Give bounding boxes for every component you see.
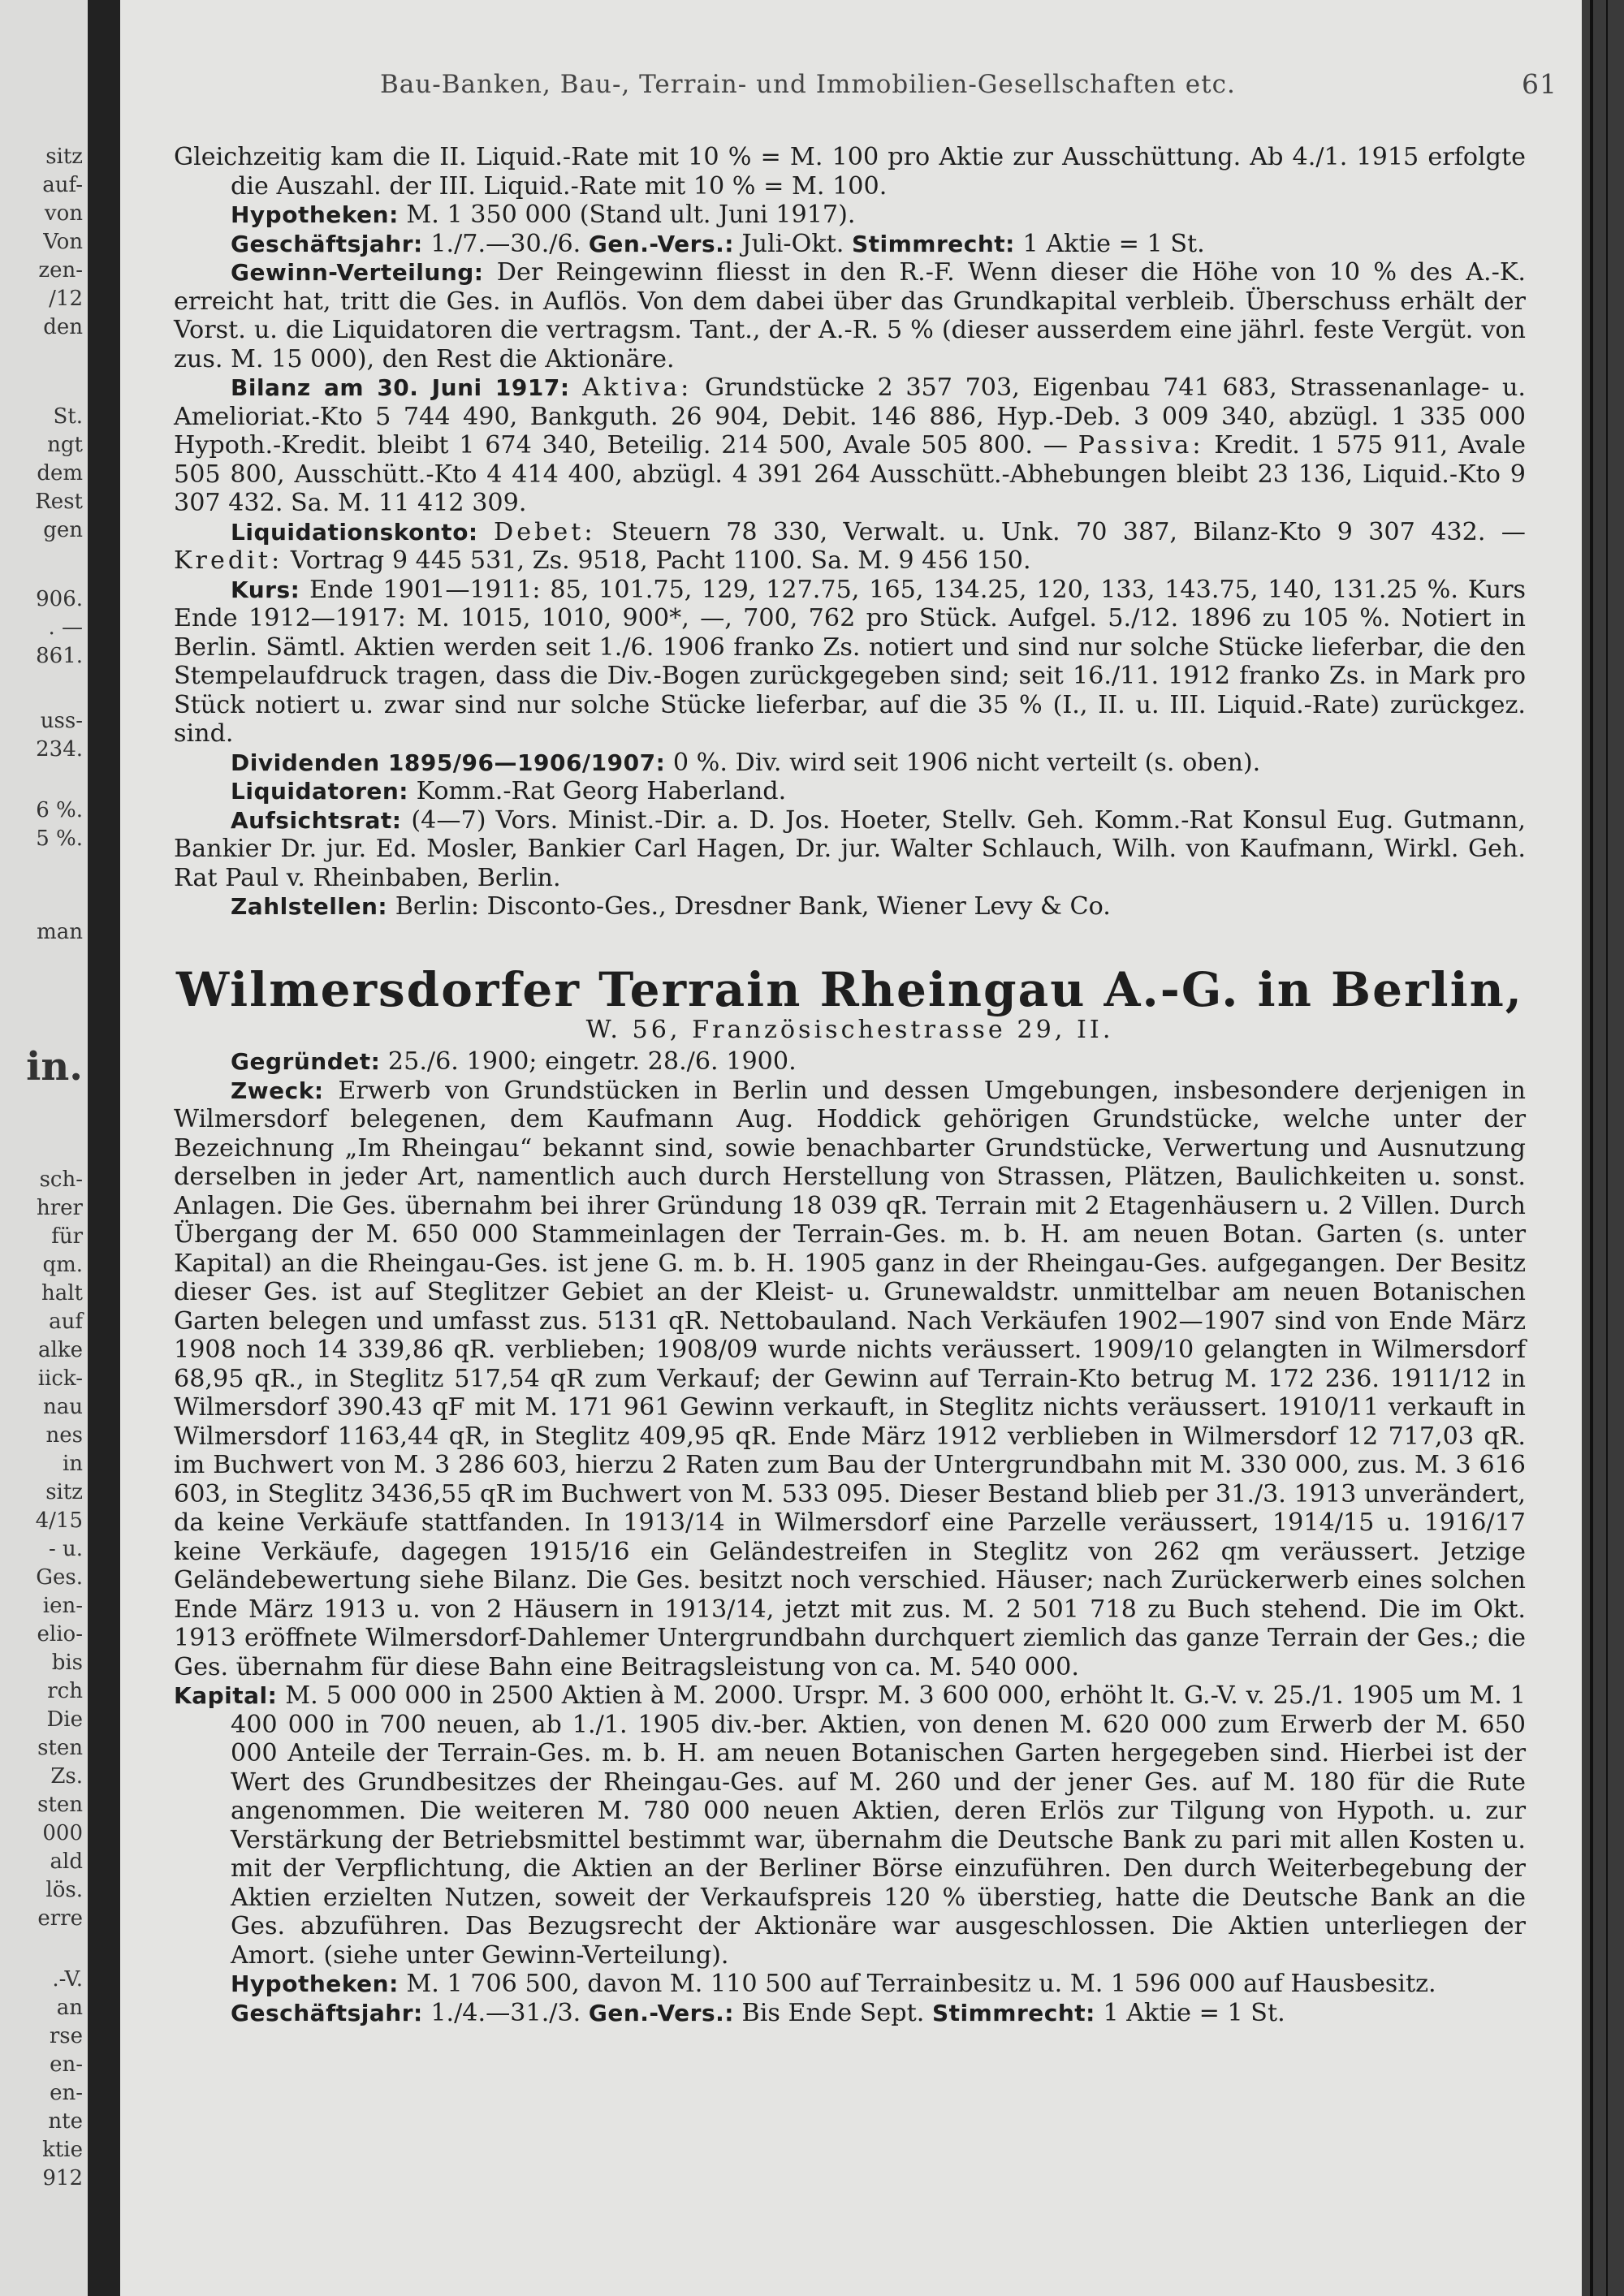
previous-page-fragment: in. <box>26 1044 83 1090</box>
previous-page-fragment: 234. <box>36 737 83 762</box>
previous-page-fragment: Zs. <box>50 1764 83 1789</box>
previous-page-fragment: alke <box>38 1338 83 1362</box>
previous-page-fragment: bis <box>51 1651 83 1675</box>
mortgages-label: Hypotheken: <box>231 201 399 228</box>
previous-page-fragment: man <box>37 920 83 944</box>
page-body <box>174 143 1526 2027</box>
profit-distribution-text: Der Reingewinn fliesst in den R.-F. Wenn dieser die Höhe von 10 % des A.-K. erreicht hat, tritt die Ges. in Auflös. Von dem dabei über das Grundkapital verbleib. Überschuss erhält der Vorst. u. die Liquidatoren die vertragsm. Tant., der A.-R. 5 % (dieser ausserdem eine jährl. feste Vergüt. von zus. M. 15 000), den Rest die Aktionäre. <box>174 258 1526 373</box>
previous-page-fragment: dem <box>37 461 83 486</box>
founded-label: Gegründet: <box>231 1048 381 1075</box>
voting-right-label-2: Stimmrecht: <box>931 1999 1095 2026</box>
previous-page-fragment: en- <box>50 2052 83 2077</box>
mortgages-entry <box>174 201 1526 230</box>
fiscal-year-text: 1./7.—30./6. <box>422 229 589 258</box>
voting-right-text-2: 1 Aktie = 1 St. <box>1095 1998 1285 2027</box>
edge-line <box>1590 0 1593 2296</box>
general-meeting-label-2: Gen.-Vers.: <box>588 1999 734 2026</box>
previous-page-fragment: - u. <box>48 1537 83 1561</box>
general-meeting-text: Juli-Okt. <box>733 229 852 258</box>
previous-page-fragment: elio- <box>37 1622 83 1646</box>
founded-text: 25./6. 1900; eingetr. 28./6. 1900. <box>380 1047 797 1076</box>
previous-page-fragment: ien- <box>42 1594 83 1618</box>
paying-agents-label: Zahlstellen: <box>231 893 388 920</box>
profit-distribution-label: Gewinn-Verteilung: <box>231 259 484 286</box>
previous-page-fragment: an <box>56 1996 83 2020</box>
liquidators-text: Komm.-Rat Georg Haberland. <box>408 777 787 805</box>
previous-page-fragment: gen <box>43 518 83 542</box>
mortgages-text-2: M. 1 706 500, davon M. 110 500 auf Terrainbesitz u. M. 1 596 000 auf Hausbesitz. <box>398 1970 1436 1998</box>
founded-entry <box>174 1047 1526 1077</box>
purpose-entry <box>174 1077 1526 1682</box>
fiscal-year-text-2: 1./4.—31./3. <box>422 1998 589 2027</box>
page <box>120 0 1582 2296</box>
fiscal-year-entry <box>174 230 1526 259</box>
balance-sheet-label: Bilanz am 30. Juni 1917: <box>231 374 570 401</box>
mortgages-entry-2 <box>174 1970 1526 1999</box>
liquidation-account-label: Liquidationskonto: <box>231 518 478 546</box>
company-address: W. 56, Französischestrasse 29, II. <box>585 1015 1114 1044</box>
previous-page-fragment: nes <box>45 1423 83 1448</box>
previous-page-fragment: ngt <box>47 433 83 457</box>
purpose-text: Erwerb von Grundstücken in Berlin und dessen Umgebungen, insbesondere derjenigen in Wilmersdorf belegenen, dem Kaufmann Aug. Hoddick gehörigen Grundstücke, welche unter der Bezeichnung „Im Rheingau“ bekannt sind, sowie benachbarter Grundstücke, Verwertung und Ausnutzung derselben in jeder Art, namentlich auch durch Herstellung von Strassen, Plätzen, Baulichkeiten u. sonst. Anlagen. Die Ges. übernahm bei ihrer Gründung 18 039 qR. Terrain mit 2 Etagenhäusern u. 2 Villen. Durch Übergang der M. 650 000 Stammeinlagen der Terrain-Ges. m. b. H. am neuen Botan. Garten (s. unter Kapital) an die Rheingau-Ges. ist jene G. m. b. H. 1905 ganz in der Rheingau-Ges. aufgegangen. Der Besitz dieser Ges. ist auf Steglitzer Gebiet an der Kleist- u. Grunewaldstr. unmittelbar am neuen Botanischen Garten belegen und umfasst zus. 5131 qR. Nettobauland. Nach Verkäufen 1902—1907 sind von Ende März 1908 noch 14 339,86 qR. verblieben; 1908/09 wurde nichts veräussert. 1909/10 gelangten in Wilmersdorf 68,95 qR., in Steglitz 517,54 qR zum Verkauf; der Gewinn auf Terrain-Kto betrug M. 172 236. 1911/12 in Wilmersdorf 390.43 qF mit M. 171 961 Gewinn verkauft, in Steglitz nichts veräussert. 1910/11 verkauft in Wilmersdorf 1163,44 qR, in Steglitz 409,95 qR. Ende März 1912 verblieben in Wilmersdorf 12 717,03 qR. im Buchwert von M. 3 286 603, hierzu 2 Raten zum Bau der Untergrundbahn mit M. 330 000, zus. M. 3 616 603, in Steglitz 3436,55 qR im Buchwert von M. 533 095. Dieser Bestand blieb per 31./3. 1913 unverändert, da keine Verkäufe stattfanden. In 1913/14 in Wilmersdorf eine Parzelle veräussert, 1914/15 u. 1916/17 keine Verkäufe, dagegen 1915/16 ein Geländestreifen in Steglitz von 262 qm veräussert. Jetzige Geländebewertung siehe Bilanz. Die Ges. besitzt noch verschied. Häuser; nach Zurückerwerb eines solchen Ende März 1913 u. von 2 Häusern in 1913/14, jetzt mit zus. M. 2 501 718 zu Buch stehend. Die im Okt. 1913 eröffnete Wilmersdorf-Dahlemer Untergrundbahn durchquert ziemlich das ganze Terrain der Ges.; die Ges. übernahm für diese Bahn eine Beitragsleistung von ca. M. 540 000. <box>174 1076 1526 1681</box>
liquidation-note <box>174 143 1526 201</box>
previous-page-fragment: ktie <box>42 2138 83 2162</box>
previous-page-fragment: sitz <box>45 145 83 169</box>
general-meeting-label: Gen.-Vers.: <box>588 230 734 257</box>
mortgages-label-2: Hypotheken: <box>231 1970 399 1997</box>
previous-page-fragment: nte <box>48 2109 83 2134</box>
mortgages-text: M. 1 350 000 (Stand ult. Juni 1917). <box>398 201 856 229</box>
previous-page-fragment: hrer <box>37 1196 83 1220</box>
previous-page-fragment: halt <box>41 1281 83 1306</box>
quotation-text: Ende 1901—1911: 85, 101.75, 129, 127.75, 165, 134.25, 120, 133, 143.75, 140, 131.25 %. Kurs Ende 1912—1917: M. 1015, 1010, 900*, —, 700, 762 pro Stück. Aufgel. 5./12. 1896 zu 105 %. Notiert in Berlin. Sämtl. Aktien werden seit 1./6. 1906 franko Zs. notiert und sind nur solche Stücke lieferbar, die den Stempelaufdruck tragen, dass die Div.-Bogen zurückgegeben sind; seit 16./11. 1912 franko Zs. in Mark pro Stück notiert u. zwar sind nur solche Stücke lieferbar, auf die 35 % (I., II. u. III. Liquid.-Rate) zurückgez. sind. <box>174 575 1526 748</box>
dividends-text: 0 %. Div. wird seit 1906 nicht verteilt (s. oben). <box>665 748 1261 777</box>
previous-page-fragment: qm. <box>42 1253 83 1277</box>
previous-page-fragment: in <box>62 1452 83 1476</box>
company-title: Wilmersdorfer Terrain Rheingau A.-G. in Berlin, <box>176 961 1523 1017</box>
previous-page-fragment: erre <box>37 1906 83 1931</box>
previous-page-fragment: 906. <box>36 587 83 611</box>
paying-agents-text: Berlin: Disconto-Ges., Dresdner Bank, Wiener Levy & Co. <box>387 892 1111 921</box>
edge-line <box>1606 0 1608 2296</box>
page-edge-right <box>1582 0 1624 2296</box>
fiscal-year-label: Geschäftsjahr: <box>231 230 423 257</box>
assets-label: Aktiva: <box>582 373 693 402</box>
voting-right-text: 1 Aktie = 1 St. <box>1014 229 1205 258</box>
previous-page-fragment: lös. <box>45 1878 83 1902</box>
previous-page-fragment: den <box>43 315 83 339</box>
fiscal-year-label-2: Geschäftsjahr: <box>231 1999 423 2026</box>
assets-text: Grundstücke 2 357 703, Eigenbau 741 683, Strassenanlage- u. Amelioriat.-Kto 5 744 490, Bankguth. 26 904, Debit. 146 886, Hyp.-Deb. 3 009 340, abzügl. 1 335 000 Hypoth.-Kredit. bleibt 1 674 340, Beteilig. 214 500, Avale 505 800. — <box>174 373 1527 460</box>
previous-page-fragment: auf <box>49 1310 83 1334</box>
previous-page-fragment: 4/15 <box>35 1508 83 1533</box>
previous-page-fragment: von <box>44 201 83 226</box>
dividends-label: Dividenden 1895/96—1906/1907: <box>231 749 666 776</box>
previous-page-fragment: iick- <box>37 1366 83 1391</box>
previous-page-fragment: 6 %. <box>36 798 83 822</box>
credit-label: Kredit: <box>174 546 283 575</box>
previous-page-fragment: nau <box>43 1395 83 1419</box>
debit-text: Steuern 78 330, Verwalt. u. Unk. 70 387, Bilanz-Kto 9 307 432. — <box>595 517 1526 546</box>
profit-distribution-entry <box>174 258 1526 373</box>
liquidators-entry <box>174 777 1526 806</box>
previous-page-fragment: sten <box>37 1793 83 1817</box>
liquidation-text: Gleichzeitig kam die II. Liquid.-Rate mit 10 % = M. 100 pro Aktie zur Ausschüttung. Ab 4./1. 1915 erfolgte die Auszahl. der III. Liquid.-Rate mit 10 % = M. 100. <box>174 143 1526 201</box>
dividends-entry <box>174 749 1526 778</box>
liquidation-account-entry <box>174 518 1526 576</box>
quotation-label: Kurs: <box>231 576 300 603</box>
capital-entry <box>174 1681 1526 1970</box>
previous-page-fragment: sitz <box>45 1480 83 1504</box>
previous-page-fragment: zen- <box>38 258 83 283</box>
previous-page-fragment: 861. <box>36 644 83 668</box>
previous-page-fragment: 5 %. <box>36 826 83 851</box>
capital-text: M. 5 000 000 in 2500 Aktien à M. 2000. Urspr. M. 3 600 000, erhöht lt. G.-V. v. 25./1. 1905 um M. 1 400 000 in 700 neuen, ab 1./1. 1905 div.-ber. Aktien, von denen M. 620 000 zum Erwerb der M. 650 000 Anteile der Terrain-Ges. m. b. H. am neuen Botanischen Garten hergegeben sind. Hierbei ist der Wert des Grundbesitzes der Rheingau-Ges. auf M. 260 und der jener Ges. auf M. 180 für die Rute angenommen. Die weiteren M. 780 000 neuen Aktien, deren Erlös zur Tilgung von Hypoth. u. zur Verstärkung der Betriebsmittel bestimmt war, übernahm die Deutsche Bank zu pari mit allen Kosten u. mit der Verpflichtung, die Aktien an der Berliner Börse einzuführen. Den durch Weiterbegebung der Aktien erzielten Nutzen, soweit der Verkaufspreis 120 % überstieg, hatte die Deutsche Bank an die Ges. abzuführen. Das Bezugsrecht der Aktionäre war ausgeschlossen. Die Aktien unterliegen der Amort. (siehe unter Gewinn-Verteilung). <box>231 1681 1526 1970</box>
previous-page-fragment: Die <box>46 1707 83 1732</box>
previous-page-fragment: sten <box>37 1736 83 1760</box>
purpose-label: Zweck: <box>231 1077 324 1104</box>
balance-sheet-entry <box>174 373 1526 518</box>
previous-page-fragment: rse <box>49 2024 83 2048</box>
liabilities-label: Passiva: <box>1078 431 1204 460</box>
previous-page-fragment: .-V. <box>52 1967 83 1992</box>
capital-label: Kapital: <box>174 1682 278 1709</box>
previous-page-fragment: ald <box>50 1849 83 1874</box>
general-meeting-text-2: Bis Ende Sept. <box>733 1998 932 2027</box>
previous-page-fragment: für <box>51 1224 83 1249</box>
previous-page-fragment: sch- <box>39 1167 83 1192</box>
previous-page-fragment: Von <box>43 230 83 254</box>
paying-agents-entry <box>174 892 1526 921</box>
liquidators-label: Liquidatoren: <box>231 778 409 805</box>
previous-page-fragment: 912 <box>42 2166 83 2190</box>
previous-page-fragment: /12 <box>49 287 83 311</box>
page-header <box>120 65 1582 114</box>
previous-page-fragment: uss- <box>40 709 83 733</box>
previous-page-fragment: auf- <box>42 173 83 197</box>
quotation-entry <box>174 576 1526 749</box>
book-gutter <box>88 0 120 2296</box>
supervisory-board-label: Aufsichtsrat: <box>231 806 402 834</box>
credit-text: Vortrag 9 445 531, Zs. 9518, Pacht 1100. Sa. M. 9 456 150. <box>283 546 1031 575</box>
supervisory-board-entry <box>174 806 1526 893</box>
liabilities-text: Kredit. 1 575 911, Avale 505 800, Ausschütt.-Kto 4 414 400, abzügl. 4 391 264 Ausschütt.-Abhebungen bleibt 23 136, Liquid.-Kto 9 307 432. Sa. M. 11 412 309. <box>174 431 1527 517</box>
previous-page-fragment: rch <box>47 1679 83 1703</box>
previous-page-edge <box>0 0 88 2296</box>
supervisory-board-text: (4—7) Vors. Minist.-Dir. a. D. Jos. Hoeter, Stellv. Geh. Komm.-Rat Konsul Eug. Gutmann, Bankier Dr. jur. Ed. Mosler, Bankier Carl Hagen, Dr. jur. Walter Schlauch, Wilh. von Kaufmann, Wirkl. Geh. Rat Paul v. Rheinbaben, Berlin. <box>174 805 1526 892</box>
debit-label: Debet: <box>494 517 596 546</box>
previous-page-fragment: . — <box>48 615 83 640</box>
voting-right-label: Stimmrecht: <box>851 230 1015 257</box>
running-head: Bau-Banken, Bau-, Terrain- und Immobilien-Gesellschaften etc. <box>380 70 1236 99</box>
fiscal-year-entry-2 <box>174 1999 1526 2028</box>
previous-page-fragment: Ges. <box>36 1565 83 1590</box>
page-number: 61 <box>1522 68 1557 100</box>
previous-page-fragment: Rest <box>35 490 83 514</box>
previous-page-fragment: 000 <box>42 1821 83 1845</box>
previous-page-fragment: St. <box>53 404 83 429</box>
previous-page-fragment: en- <box>50 2081 83 2105</box>
